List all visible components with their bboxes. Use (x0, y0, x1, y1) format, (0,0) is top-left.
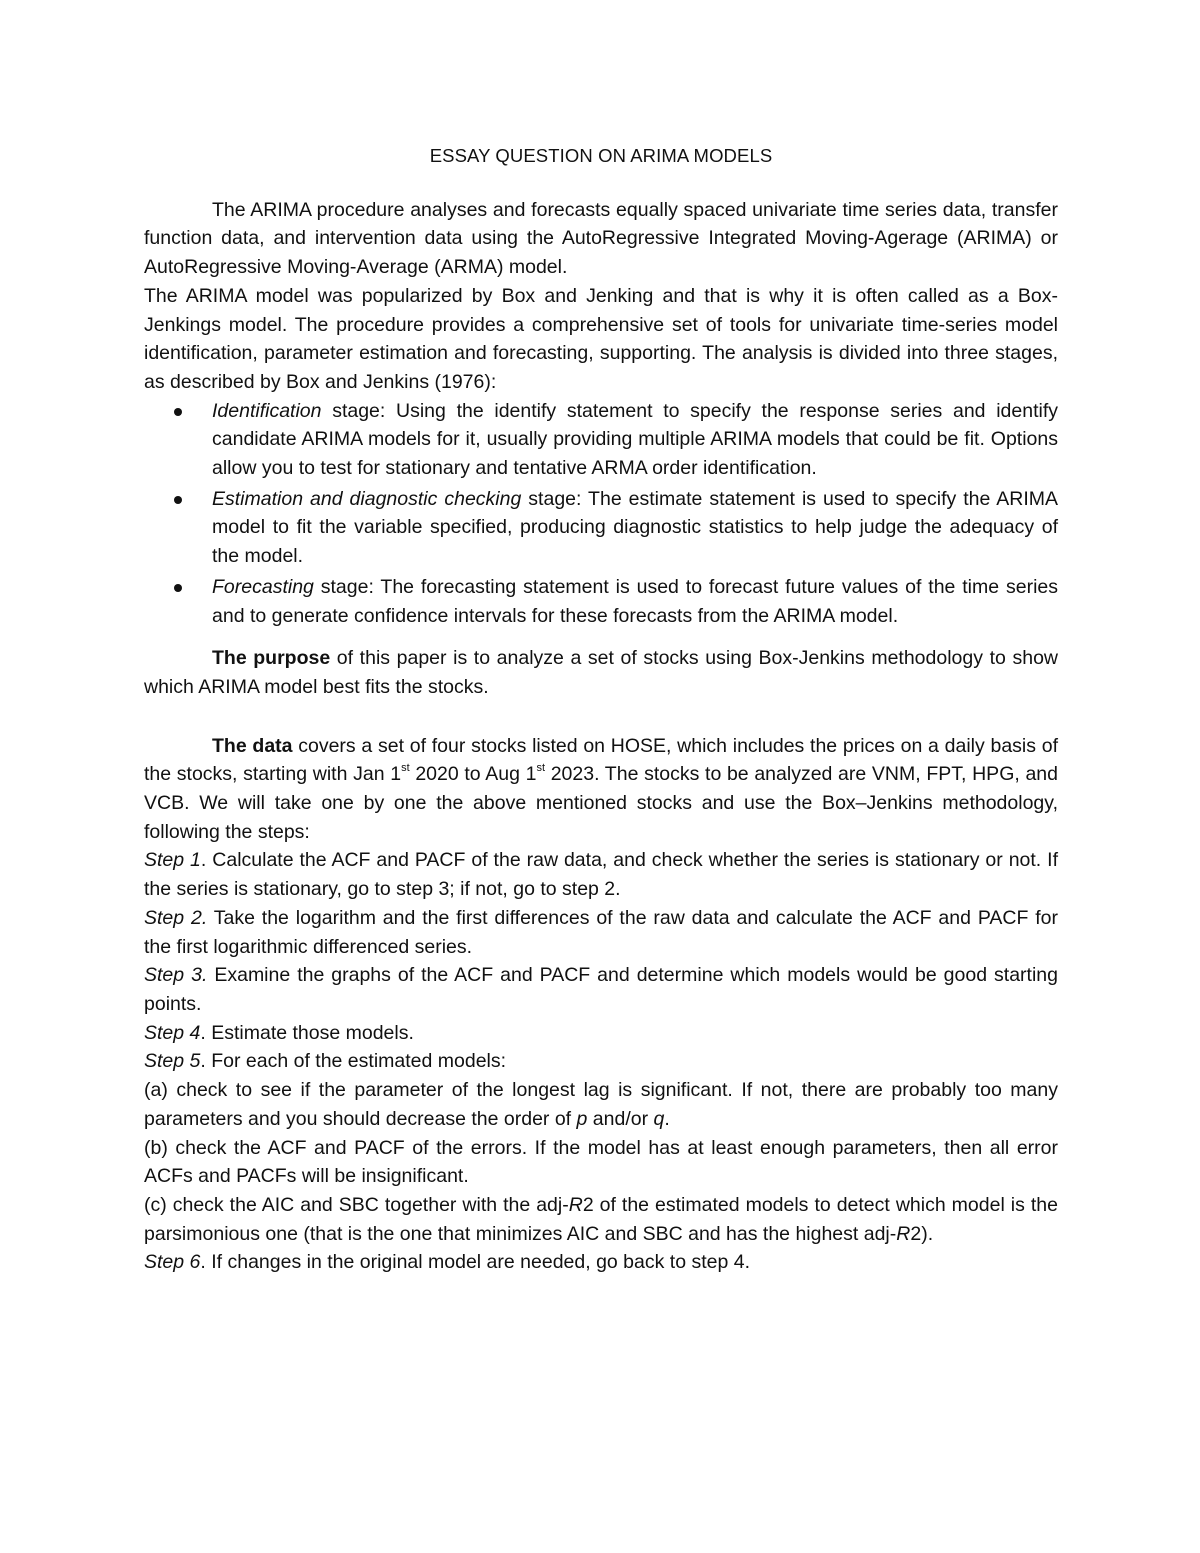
stage-forecasting (144, 573, 1058, 630)
intro-paragraph-2: The ARIMA model was popularized by Box and Jenking and that is why it is often called as a Box-Jenkings model. The procedure provides a comprehensive set of tools for univariate time-series model identification, parameter estimation and forecasting, supporting. The analysis is divided into three stages, as described by Box and Jenkins (1976): (144, 284, 1058, 393)
step-label: Step 1 (144, 849, 201, 872)
step-text: Take the logarithm and the first differences of the raw data and calculate the ACF and PACF for the first logarithmic differenced series. (144, 906, 1058, 958)
param-q: q (653, 1107, 665, 1130)
stage-estimation (144, 485, 1058, 571)
step-label: Step 5 (144, 1050, 201, 1073)
stages-list (144, 397, 1058, 631)
step-text: . If changes in the original model are needed, go back to step 4. (200, 1251, 750, 1274)
step-label: Step 3. (144, 964, 208, 987)
stage-name: Forecasting (212, 575, 314, 598)
purpose-text: of this paper is to analyze a set of stocks using Box-Jenkins methodology to show which ARIMA model best fits the stocks. (144, 647, 1058, 698)
data-label: The data (212, 734, 293, 757)
document-content (144, 142, 1058, 1277)
step-3 (144, 961, 1058, 1018)
stage-text: stage: The forecasting statement is used to forecast future values of the time series and to generate confidence intervals for these forecasts from the ARIMA model. (212, 575, 1058, 627)
substep-text: 2). (910, 1222, 934, 1245)
step-1 (144, 846, 1058, 903)
r-symbol: R (568, 1193, 583, 1216)
step-2 (144, 904, 1058, 961)
r-symbol: R (896, 1222, 911, 1245)
data-text-a: covers a set of four stocks listed on HOSE, which includes the prices on a daily basis of the stocks, starting with Jan 1 (144, 734, 1058, 786)
data-paragraph (144, 732, 1058, 847)
substep-a (144, 1076, 1058, 1133)
intro-paragraph: The ARIMA procedure analyses and forecasts equally spaced univariate time series data, transfer function data, and intervention data using the AutoRegressive Integrated Moving-Agerage (ARIMA) or AutoRegressive Moving-Average (ARMA) model. (144, 198, 1058, 279)
step-text: . For each of the estimated models: (200, 1050, 507, 1073)
document-title: ESSAY QUESTION ON ARIMA MODELS (429, 145, 773, 166)
purpose-paragraph (144, 644, 1058, 701)
substep-text: (c) check the AIC and SBC together with the adj- (144, 1193, 569, 1216)
substep-text: 2 of the estimated models to detect which model is the parsimonious one (that is the one that minimizes AIC and SBC and has the highest adj- (144, 1193, 1058, 1245)
param-p: p (576, 1107, 588, 1130)
substep-text: (a) check to see if the parameter of the longest lag is significant. If not, there are probably too many parameters and you should decrease the order of (144, 1079, 1058, 1130)
stage-identification (144, 397, 1058, 483)
stage-text: stage: Using the identify statement to specify the response series and identify candidate ARIMA models for it, usually providing multiple ARIMA models that could be fit. Options allow you to test for stationary and tentative ARMA order identification. (212, 399, 1058, 480)
substep-text: . (664, 1107, 670, 1130)
step-label: Step 4 (144, 1021, 201, 1044)
step-6 (144, 1248, 1058, 1277)
ordinal-suffix: st (536, 761, 546, 774)
step-text: Examine the graphs of the ACF and PACF and determine which models would be good starting points. (144, 964, 1058, 1015)
step-label: Step 2. (144, 906, 208, 929)
stage-text: stage: The estimate statement is used to specify the ARIMA model to fit the variable specified, producing diagnostic statistics to help judge the adequacy of the model. (212, 487, 1058, 568)
stage-name: Estimation and diagnostic checking (212, 487, 522, 510)
step-text: . Estimate those models. (200, 1021, 414, 1044)
ordinal-suffix: st (401, 761, 410, 774)
step-5 (144, 1047, 1058, 1076)
purpose-label: The purpose (212, 647, 331, 670)
step-4 (144, 1019, 1058, 1048)
data-text-b: 2020 to Aug 1 (409, 763, 537, 786)
substep-c (144, 1191, 1058, 1248)
substep-text: and/or (587, 1107, 654, 1130)
stage-name: Identification (212, 399, 322, 422)
step-label: Step 6 (144, 1251, 201, 1274)
step-text: . Calculate the ACF and PACF of the raw data, and check whether the series is stationary or not. If the series is stationary, go to step 3; if not, go to step 2. (144, 849, 1058, 901)
substep-b: (b) check the ACF and PACF of the errors. If the model has at least enough parameters, then all error ACFs and PACFs will be insignificant. (144, 1136, 1058, 1188)
data-text-c: 2023. The stocks to be analyzed are VNM, FPT, HPG, and VCB. We will take one by one the above mentioned stocks and use the Box–Jenkins methodology, following the steps: (144, 763, 1058, 843)
